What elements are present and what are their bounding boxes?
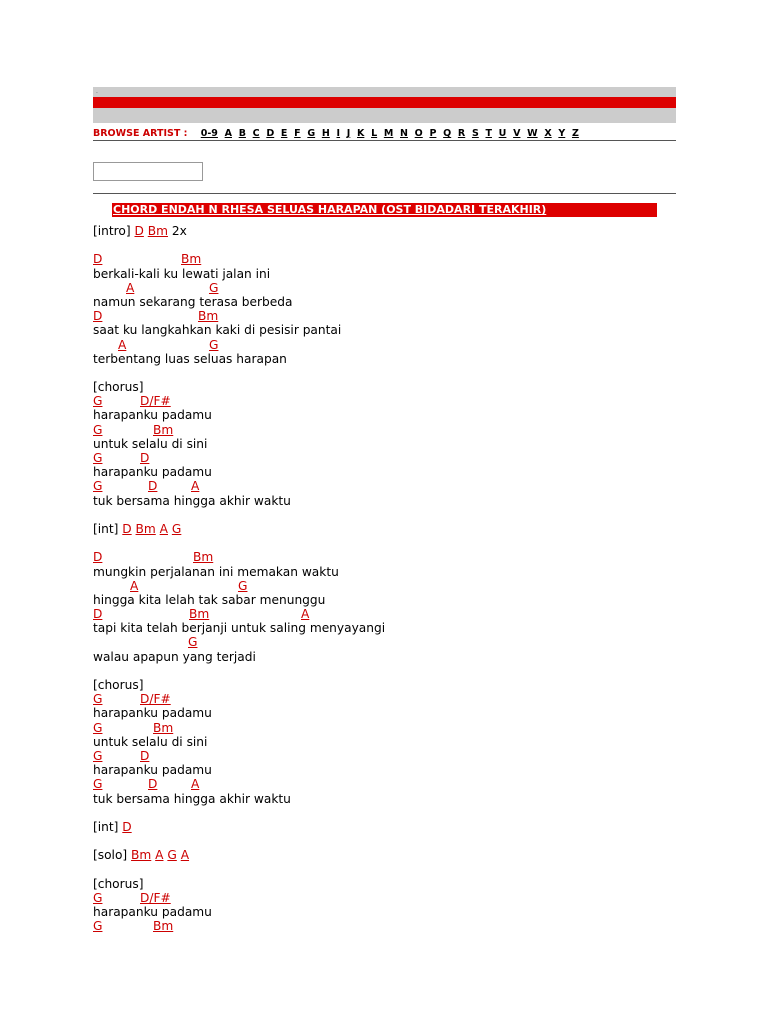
chord-line [93,579,385,593]
browse-artist-bar [93,128,582,139]
chord[interactable]: G [238,578,248,593]
lyric-line: harapanku padamu [93,763,212,778]
lyric-line: harapanku padamu [93,706,212,721]
chord[interactable]: D [140,748,150,763]
lyric-line: untuk selalu di sini [93,436,208,451]
header-band-top [93,87,676,97]
chord-line [93,479,385,493]
chord[interactable]: G [93,777,103,792]
browse-letter-t[interactable]: T [485,128,492,139]
chord-line [93,635,385,649]
chord[interactable]: G [167,848,177,863]
lyric-line: mungkin perjalanan ini memakan waktu [93,564,339,579]
chord[interactable]: D [122,521,132,536]
lyric-line: namun sekarang terasa berbeda [93,294,293,309]
chord[interactable]: D [148,777,158,792]
lyric-line: walau apapun yang terjadi [93,649,256,664]
browse-letter-i[interactable]: I [336,128,341,139]
chord[interactable]: A [191,479,200,494]
chord[interactable]: Bm [135,521,156,536]
chord[interactable]: Bm [193,550,214,565]
lyric-line: saat ku langkahkan kaki di pesisir pantai [93,323,342,338]
chord[interactable]: D [93,252,103,267]
chord[interactable]: D/F# [140,692,171,707]
chord[interactable]: Bm [153,720,174,735]
lyric-line: tapi kita telah berjanji untuk saling menyayangi [93,621,386,636]
chord-line [93,919,385,933]
browse-letter-q[interactable]: Q [443,128,452,139]
chord-line [93,394,385,408]
browse-letter-o[interactable]: O [414,128,423,139]
chord[interactable]: G [209,280,219,295]
section-label: [chorus] [93,678,144,692]
browse-letter-j[interactable]: J [346,128,351,139]
solo-line: [solo] Bm A G A [93,848,190,863]
chord[interactable]: D [93,607,103,622]
browse-letter-c[interactable]: C [252,128,260,139]
lyric-line: harapanku padamu [93,408,212,423]
chord[interactable]: A [159,521,168,536]
browse-letter-h[interactable]: H [321,128,330,139]
chord[interactable]: D [93,550,103,565]
lyric-line: hingga kita lelah tak sabar menunggu [93,592,326,607]
browse-letter-x[interactable]: X [544,128,552,139]
chord[interactable]: G [93,720,103,735]
browse-artist-label: BROWSE ARTIST : [93,128,188,139]
browse-letter-w[interactable]: W [527,128,538,139]
chord[interactable]: D [93,309,103,324]
lyric-line: terbentang luas seluas harapan [93,351,287,366]
lyric-line: harapanku padamu [93,465,212,480]
section-label: [chorus] [93,876,144,891]
browse-letter-e[interactable]: E [280,128,288,139]
chord[interactable]: G [188,635,198,650]
browse-letter-y[interactable]: Y [558,128,566,139]
chord[interactable]: D [122,819,132,834]
chord[interactable]: G [93,748,103,763]
chord[interactable]: Bm [147,224,168,238]
chord[interactable]: A [118,337,127,352]
chord-line [93,749,385,763]
chord[interactable]: D [134,224,144,238]
chord-line [93,891,385,905]
interlude-line: [int] D Bm A G [93,521,182,536]
lyric-line: berkali-kali ku lewati jalan ini [93,266,271,281]
browse-letter-g[interactable]: G [307,128,316,139]
chord-line [93,692,385,706]
chord[interactable]: G [171,521,182,536]
chord[interactable]: G [93,479,103,494]
chord-line [93,423,385,437]
browse-letter-b[interactable]: B [238,128,246,139]
chord[interactable]: G [209,337,219,352]
browse-letter-a[interactable]: A [224,128,232,139]
section-label: [chorus] [93,380,144,395]
chord[interactable]: A [191,777,200,792]
browse-letter-0-9[interactable]: 0-9 [200,128,218,139]
chord-line [93,451,385,465]
chord[interactable]: G [93,890,103,905]
chord[interactable]: G [93,919,103,934]
chord[interactable]: G [93,394,103,409]
chord-line [93,338,385,352]
chord[interactable]: G [93,422,103,437]
chord[interactable]: G [93,692,103,707]
chord-line [93,252,385,266]
chord[interactable]: A [301,607,310,622]
interlude-line: [int] D [93,819,132,834]
chord[interactable]: G [93,451,103,465]
song-title-bar[interactable] [112,203,657,217]
chord[interactable]: A [126,280,135,295]
song-body [93,224,385,933]
header-band-bottom [93,108,676,123]
browse-letter-v[interactable]: V [513,128,521,139]
lyric-line: untuk selalu di sini [93,734,208,749]
browse-letter-d[interactable]: D [266,128,275,139]
chord[interactable]: Bm [153,919,174,934]
browse-letter-k[interactable]: K [357,128,365,139]
browse-letter-n[interactable]: N [400,128,408,139]
chord[interactable]: D/F# [140,890,171,905]
chord-line [93,721,385,735]
browse-letter-p[interactable]: P [429,128,437,139]
divider-bottom [93,193,676,194]
chord[interactable]: A [130,578,139,593]
chord-line [93,607,385,621]
header-band-red [93,97,676,108]
song-title[interactable]: CHORD ENDAH N RHESA SELUAS HARAPAN (OST BIDADARI TERAKHIR) [113,203,547,216]
browse-letter-m[interactable]: M [383,128,394,139]
browse-letter-l[interactable]: L [371,128,378,139]
intro-line: [intro] D Bm 2x [93,224,187,238]
chord[interactable]: Bm [131,848,152,863]
chord[interactable]: A [180,848,190,863]
browse-letter-z[interactable]: Z [571,128,579,139]
lyric-line: harapanku padamu [93,905,212,919]
lyric-line: tuk bersama hingga akhir waktu [93,493,291,508]
chord-line [93,777,385,791]
browse-letter-u[interactable]: U [498,128,507,139]
browse-letter-s[interactable]: S [471,128,479,139]
browse-letter-r[interactable]: R [457,128,466,139]
header-dot: . [96,88,98,95]
browse-letter-f[interactable]: F [294,128,301,139]
search-input[interactable] [93,162,203,181]
chord[interactable]: D [148,479,158,494]
chord-line [93,309,385,323]
chord[interactable]: Bm [198,309,219,324]
chord[interactable]: Bm [153,422,174,437]
divider-top [93,140,676,141]
chord[interactable]: Bm [189,607,210,622]
chord[interactable]: Bm [181,252,202,267]
chord[interactable]: D/F# [140,394,171,409]
chord[interactable]: D [140,451,150,465]
chord-line [93,550,385,564]
chord-line [93,281,385,295]
chord[interactable]: A [155,848,164,863]
lyric-line: tuk bersama hingga akhir waktu [93,791,291,806]
